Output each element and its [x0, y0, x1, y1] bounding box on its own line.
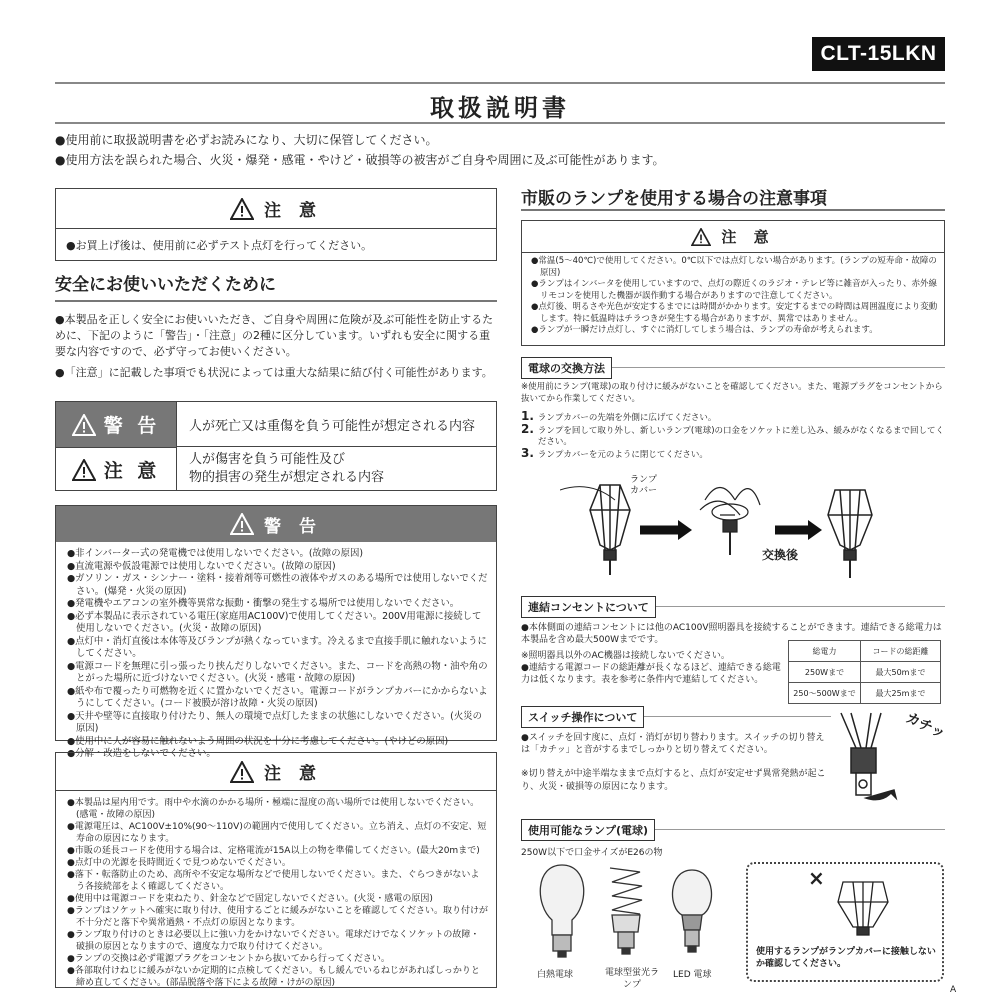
warning-heading: 警 告	[56, 506, 496, 542]
lamp-caution-heading: 注 意	[522, 221, 944, 253]
lamp-cover-label: ランプ カバー	[630, 475, 658, 496]
outlet-p3: ●連結する電源コードの総距離が長くなるほど、連結できる総電力は低くなります。表を参考に条件内で連結してください。	[521, 663, 781, 685]
warning-triangle-icon	[230, 513, 254, 535]
table-header: 総電力	[789, 641, 861, 662]
list-item: ●ランプ取り付けのときは必要以上に強い力をかけないでください。電球だけでなくソケットの故障・破損の原因となりますので、適度な力で取り付けてください。	[67, 930, 480, 952]
incandescent-bulb-icon	[540, 865, 583, 957]
bulb-exchange-note: ※使用前にランプ(電球)の取り付けに緩みがないことを確認してください。また、電源プラグをコンセントから抜いてから作業してください。	[521, 382, 943, 404]
lamp-cage-icon	[560, 485, 630, 575]
legend-caution-text: 人が傷害を負う可能性及び 物的損害の発生が想定される内容	[176, 447, 496, 491]
page-title: 取扱説明書	[430, 94, 570, 122]
lamp-caution-box	[521, 220, 945, 346]
intro-line-2: ●使用方法を誤られた場合、火災・爆発・感電・やけど・破損等の被害がご自身や周囲に及ぶ可能性があります。	[55, 153, 665, 167]
warning-triangle-icon	[691, 228, 711, 246]
lamp-section-title: 市販のランプを使用する場合の注意事項	[521, 189, 827, 209]
list-item: ●点灯中の光源を長時間近くで見つめないでください。	[67, 858, 291, 868]
safety-rule	[55, 300, 497, 302]
safety-title: 安全にお使いいただくために	[55, 275, 276, 295]
lamp-caption-incandescent: 白熱電球	[537, 970, 574, 980]
list-item: ●直流電源や仮設電源では使用しないでください。(故障の原因)	[67, 560, 336, 572]
caution-box-top	[55, 188, 497, 261]
intro-line-1: ●使用前に取扱説明書を必ずお読みになり、大切に保管してください。	[55, 133, 438, 147]
distance-table	[788, 640, 941, 704]
list-item: ●ランプはソケットへ確実に取り付け、使用するごとに緩みがないことを確認してください。取り付けが不十分だと落下や異常過熱・不点灯の原因となります。	[67, 906, 488, 928]
title-rule	[55, 122, 945, 124]
caution-heading	[56, 189, 496, 229]
bulb-exchange-steps: 1. ランプカバーの先端を外側に広げてください。 2. ランプを回して取り外し、新しいランプ(電球)の口金をソケットに差し込み、緩みがなくなるまで回してください。 3. ランプカバーを元のように閉じてください。	[521, 409, 945, 460]
warning-list	[56, 542, 496, 761]
warning-triangle-icon	[230, 761, 254, 783]
lamp-caption-cfl: 電球型蛍光ランプ	[604, 968, 659, 990]
caution-box-bottom	[55, 752, 497, 988]
list-item: ●各部取付けねじに緩みがないか定期的に点検してください。もし緩んでいるねじがあればしっかりと締め直してください。(部品脱落や落下による故障・けがの原因)	[67, 966, 480, 988]
lamp-caption-led: LED 電球	[673, 970, 712, 980]
list-item: ●発電機やエアコンの室外機等異常な振動・衝撃の発生する場所では使用しないでください。	[67, 598, 460, 609]
list-item: ●使用中は電源コードを束ねたり、針金などで固定しないでください。(火災・感電の原因)	[67, 894, 433, 904]
list-item: ●使用中に人が容易に触れないよう周囲の状況を十分に考慮してください。(やけどの原因)	[67, 735, 449, 747]
safety-p2: ●「注意」に記載した事項でも状況によっては重大な結果に結び付く可能性があります。	[55, 366, 493, 379]
caution-bottom-list	[56, 791, 496, 989]
switch-p1: ●スイッチを回す度に、点灯・消灯が切り替わります。スイッチの切り替えは「カチッ」と音がするまでしっかりと切り替えてください。	[521, 733, 825, 755]
list-item: ●紙や布で覆ったり可燃物を近くに置かないでください。電源コードがランプカバーにかからないようにしてください。(コード被膜が溶け故障・火災の原因)	[67, 685, 488, 709]
outlet-p1: ●本体側面の連結コンセントには他のAC100V照明器具を接続することができます。連結できる総電力は本製品を含め最大500Wまでです。	[521, 623, 942, 645]
usable-lamp-label: 使用可能なランプ(電球)	[521, 819, 655, 841]
model-number: CLT-15LKN	[812, 37, 945, 71]
outlet-label: 連結コンセントについて	[521, 596, 656, 618]
list-item: ●ランプが一瞬だけ点灯し、すぐに消灯してしまう場合は、ランプの寿命が考えられます。	[531, 325, 878, 335]
warning-triangle-icon	[72, 459, 96, 481]
usable-lamp-note: 250W以下で口金サイズがE26の物	[521, 848, 663, 858]
list-item: ●点灯中・消灯直後は本体等及びランプが熱くなっています。冷えるまで直接手肌に触れないようにしてください。	[67, 635, 487, 659]
legend-warning-label: 警 告	[56, 402, 176, 447]
list-item: ●電源コードを無理に引っ張ったり挟んだりしないでください。また、コードを高熱の物・油や角のとがった場所に近づけないでください。(火災・感電・故障の原因)	[67, 660, 488, 684]
lamp-section-rule	[521, 209, 945, 211]
outlet-p2: ※照明器具以外のAC機器は接続しないでください。	[521, 651, 730, 661]
click-sound-text: カチッ	[903, 709, 948, 742]
list-item: ●落下・転落防止のため、高所や不安定な場所などで使用しないでください。また、ぐらつきがないよう各接続部をよく確認してください。	[67, 870, 480, 892]
led-bulb-icon	[673, 870, 712, 952]
caution-bottom-heading: 注 意	[56, 753, 496, 791]
list-item: ●ランプはインバータを使用していますので、点灯の際近くのラジオ・テレビ等に雑音が入ったり、赤外線リモコンを使用した機器が誤作動する場合がありますので注意してください。	[531, 279, 937, 301]
header-rule	[55, 82, 945, 84]
contact-warning-box	[746, 862, 944, 982]
list-item: ●常温(5〜40℃)で使用してください。0℃以下では点灯しない場合があります。(ランプの短寿命・故障の原因)	[531, 256, 937, 278]
switch-p2: ※切り替えが中途半端なままで点灯すると、点灯が安定せず異常発熱が起こり、火災・破損等の原因になります。	[521, 769, 826, 792]
safety-p1: ●本製品を正しく安全にお使いいただき、ご自身や周囲に危険が及ぶ可能性を防止するために、下記のように「警告」・「注意」の2種に区分しています。いずれも安全に関する重要な内容ですので、必ず守ってお使いください。	[55, 313, 494, 358]
list-item: ●分解・改造をしないでください。	[67, 748, 216, 759]
table-row: 250〜500Wまで 最大25mまで	[789, 683, 941, 704]
list-item: ●非インバーター式の発電機では使用しないでください。(故障の原因)	[67, 548, 364, 559]
caution-top-text: ●お買上げ後は、使用前に必ずテスト点灯を行ってください。	[66, 239, 373, 252]
after-exchange-label: 交換後	[762, 548, 799, 562]
table-header: コードの総距離	[861, 641, 941, 662]
warning-triangle-icon	[230, 198, 254, 220]
lamp-types-illustration	[530, 860, 730, 965]
lamp-caution-list	[522, 253, 944, 337]
cross-mark-icon: ×	[808, 866, 825, 890]
list-item: ●ガソリン・ガス・シンナー・塗料・接着剤等可燃性の液体やガスのある場所では使用しないでください。(爆発・火災の原因)	[67, 573, 488, 597]
page-letter: A	[950, 985, 957, 995]
warning-triangle-icon	[72, 414, 96, 436]
bulb-exchange-label: 電球の交換方法	[521, 357, 612, 379]
list-item: ●本製品は屋内用です。雨中や水滴のかかる場所・極端に湿度の高い場所では使用しないでください。(感電・故障の原因)	[67, 798, 480, 820]
legend-caution-label: 注 意	[56, 447, 176, 491]
list-item: ●点灯後、明るさや光色が安定するまでには時間がかかります。安定するまでの時間は周囲温度により変動します。特に低温時はチラつきが発生する場合がありますが、異常ではありません。	[531, 302, 938, 324]
caution-heading-text: 注 意	[264, 201, 322, 221]
legend-table	[55, 401, 497, 491]
warning-box	[55, 505, 497, 759]
cfl-bulb-icon	[610, 868, 642, 954]
lamp-cage-icon	[833, 872, 893, 937]
list-item: ●市販の延長コードを使用する場合は、定格電流が15A以上の物を準備してください。(最大20mまで)	[67, 846, 480, 856]
list-item: ●天井や壁等に直接取り付けたり、無人の環境で点灯したままの状態にしないでください。(火災の原因)	[67, 710, 482, 734]
legend-warning-text: 人が死亡又は重傷を負う可能性が想定される内容	[176, 402, 496, 447]
switch-label: スイッチ操作について	[521, 706, 644, 728]
list-item: ●ランプの交換は必ず電源プラグをコンセントから抜いてから行ってください。	[67, 954, 390, 964]
table-row: 250Wまで 最大50mまで	[789, 662, 941, 683]
bulb-exchange-illustration	[560, 470, 890, 585]
list-item: ●電源電圧は、AC100V±10%(90〜110V)の範囲内で使用してください。立ち消え、点灯の不安定、短寿命の原因になります。	[67, 822, 487, 844]
contact-warning-text: 使用するランプがランプカバーに接触しないか確認してください。	[756, 947, 936, 969]
list-item: ●必ず本製品に表示されている電圧(家庭用AC100V)で使用してください。200V用電源に接続して使用しないでください。(火災・故障の原因)	[67, 610, 482, 634]
